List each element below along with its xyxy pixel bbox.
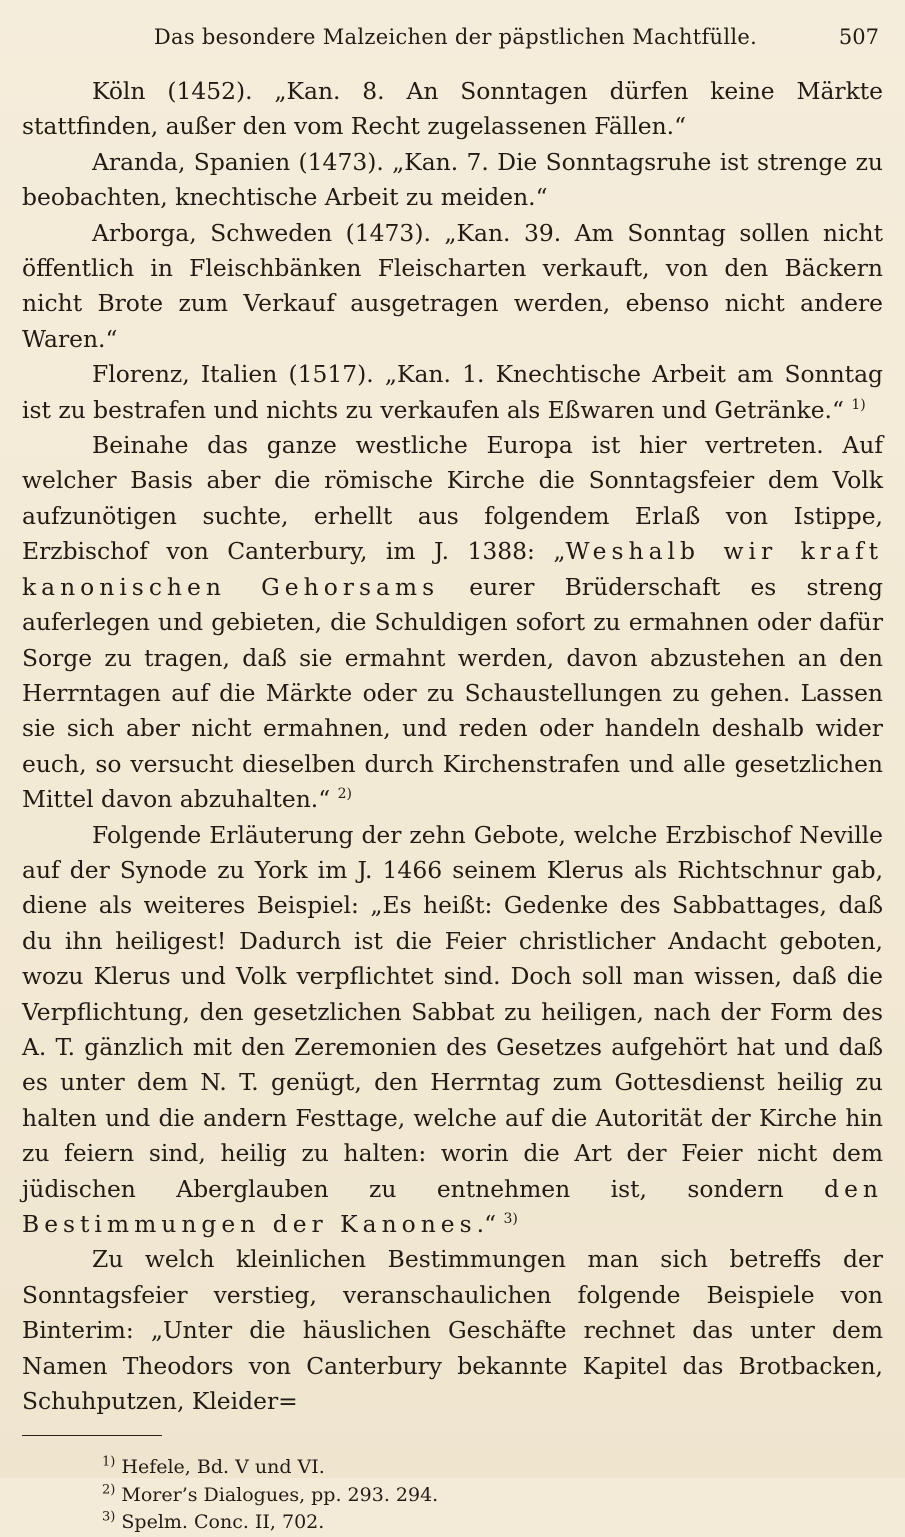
- footnote-mark: 2): [102, 1482, 116, 1498]
- paragraph-text: .“: [476, 1210, 497, 1238]
- footnotes: [22, 1454, 883, 1537]
- footnote-2: [102, 1482, 883, 1510]
- paragraph-aranda: [22, 145, 883, 216]
- footnote-3: [102, 1509, 883, 1537]
- footnote-text: Morer’s Dialogues, pp. 293. 294.: [121, 1483, 439, 1506]
- footnote-text: Hefele, Bd. V und VI.: [121, 1456, 325, 1479]
- footnote-ref-1: 1): [851, 396, 866, 413]
- paragraph-europa: [22, 428, 883, 817]
- running-header: [22, 22, 883, 54]
- paragraph-text: Arborga, Schweden (1473). „Kan. 39. Am Sonntag sollen nicht öffentlich in Fleischbänken Fleischarten verkauft, von den Bäckern nicht Brote zum Verkauf ausgetragen werden, ebenso nicht andere Waren.“: [22, 218, 883, 353]
- footnote-mark: 1): [102, 1455, 116, 1471]
- main-text: [22, 74, 883, 1419]
- footnote-ref-3: 3): [503, 1211, 518, 1228]
- running-title: Das besondere Malzeichen der päpstlichen Machtfülle.: [153, 25, 758, 49]
- paragraph-koeln: [22, 74, 883, 145]
- footnote-text: Spelm. Conc. II, 702.: [121, 1511, 325, 1534]
- paragraph-text: Beinahe das ganze westliche Europa ist hier vertreten. Auf welcher Basis aber die römische Kirche die Sonntagsfeier dem Volk aufzunötigen suchte, erhellt aus folgendem Erlaß von Istippe, Erzbischof von Canterbury, im J. 1388: „: [22, 431, 883, 566]
- paragraph-text: eurer Brüderschaft es streng auferlegen und gebieten, die Schuldigen sofort zu ermahnen oder dafür Sorge zu tragen, daß sie ermahnt werden, davon abzustehen an den Herrntagen auf die Märkte oder zu Schaustellungen zu gehen. Lassen sie sich aber nicht ermahnen, und reden oder handeln deshalb wider euch, so versucht dieselben durch Kirchenstrafen und alle gesetzlichen Mittel davon abzuhalten.“: [22, 572, 883, 814]
- page-number: 507: [838, 25, 879, 49]
- emphasized-text: Weshalb wir kraft kanonischen Gehorsams: [22, 537, 883, 601]
- paragraph-text: Aranda, Spanien (1473). „Kan. 7. Die Sonntagsruhe ist strenge zu beobachten, knechtische Arbeit zu meiden.“: [22, 147, 883, 212]
- footnote-mark: 3): [102, 1510, 116, 1526]
- paragraph-binterim: [22, 1242, 883, 1419]
- paragraph-text: Folgende Erläuterung der zehn Gebote, welche Erzbischof Neville auf der Synode zu York im J. 1466 seinem Klerus als Richtschnur gab, diene als weiteres Beispiel: „Es heißt: Gedenke des Sabbattages, daß du ihn heiligest! Dadurch ist die Feier christlicher Andacht geboten, wozu Klerus und Volk verpflichtet sind. Doch soll man wissen, daß die Verpflichtung, den gesetzlichen Sabbat zu heiligen, nach der Form des A. T. gänzlich mit den Zeremonien des Gesetzes aufgehört hat und daß es unter dem N. T. genügt, den Herrntag zum Gottesdienst heilig zu halten und die andern Festtage, welche auf die Autorität der Kirche hin zu feiern sind, heilig zu halten: worin die Art der Feier nicht dem jüdischen Aberglauben zu entnehmen ist, sondern: [22, 820, 883, 1203]
- footnote-divider: [22, 1435, 162, 1436]
- emphasized-text: den Bestimmungen der Kanones: [22, 1174, 883, 1238]
- paragraph-text: Florenz, Italien (1517). „Kan. 1. Knechtische Arbeit am Sonntag ist zu bestrafen und nichts zu verkaufen als Eßwaren und Getränke.“: [22, 360, 883, 424]
- paragraph-arborga: [22, 216, 883, 358]
- footnote-ref-2: 2): [337, 786, 353, 803]
- paragraph-florenz: [22, 357, 883, 428]
- paragraph-text: Zu welch kleinlichen Bestimmungen man sich betreffs der Sonntagsfeier verstieg, veranschaulichen folgende Beispiele von Binterim: „Unter die häuslichen Geschäfte rechnet das unter dem Namen Theodors von Canterbury bekannte Kapitel das Brotbacken, Schuhputzen, Kleider=: [22, 1245, 883, 1416]
- paragraph-neville: [22, 818, 883, 1243]
- paragraph-text: Köln (1452). „Kan. 8. An Sonntagen dürfen keine Märkte stattfinden, außer den vom Recht zugelassenen Fällen.“: [22, 77, 883, 141]
